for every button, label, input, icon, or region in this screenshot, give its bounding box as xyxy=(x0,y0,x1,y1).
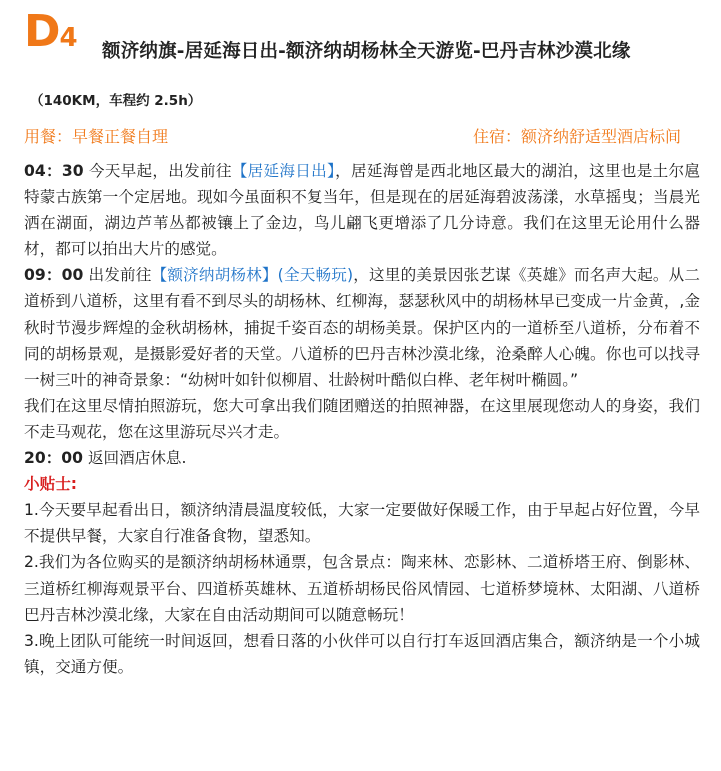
tips-title: 小贴士: xyxy=(24,475,78,494)
day-badge xyxy=(24,6,78,57)
schedule-time: 09：00 xyxy=(24,266,84,285)
schedule-highlight: 【额济纳胡杨林】(全天畅玩) xyxy=(151,266,354,285)
schedule-text: ，这里的美景因张艺谋《英雄》而名声大起。从二道桥到八道桥，这里有看不到尽头的胡杨林、红柳海，瑟瑟秋风中的胡杨林早已变成一片金黄，,金秋时节漫步辉煌的金秋胡杨林，捕捉千姿百态的胡杨美景。保护区内的一道桥至八道桥，分布着不同的胡杨景观，是摄影爱好者的天堂。八道桥的巴丹吉林沙漠北缘，沧桑醉人心魄。你也可以找寻一树三叶的神奇景象：“幼树叶如针似柳眉、壮龄树叶酷似白桦、老年树叶椭圆。” xyxy=(24,266,700,389)
tip-item: 1.今天要早起看出日，额济纳清晨温度较低，大家一定要做好保暖工作，由于早起占好位置，今早不提供早餐，大家自行准备食物，望悉知。 xyxy=(24,501,700,546)
distance-subtitle: （140KM，车程约 2.5h） xyxy=(30,93,202,109)
day-header xyxy=(24,6,714,62)
schedule-lead: 出发前往 xyxy=(83,266,152,285)
schedule-text: ，居延海曾是西北地区最大的湖泊，这里也是土尔扈特蒙古族第一个定居地。现如今虽面积不复当年，但是现在的居延海碧波荡漾，水草摇曳；当晨光洒在湖面，湖边芦苇丛都被镶上了金边，鸟儿翩飞更增添了几分诗意。我们在这里无论用什么器材，都可以拍出大片的感觉。 xyxy=(24,162,701,259)
schedule-item xyxy=(24,158,700,262)
schedule-time: 20：00 xyxy=(24,449,83,468)
tip-item: 2.我们为各位购买的是额济纳胡杨林通票，包含景点：陶来林、恋影林、二道桥塔王府、倒影林、三道桥红柳海观景平台、四道桥英雄林、五道桥胡杨民俗风情园、七道桥梦境林、太阳湖、八道桥巴丹吉林沙漠北缘，大家在自由活动期间可以随意畅玩！ xyxy=(24,553,700,624)
schedule-item xyxy=(24,262,700,392)
itinerary-body xyxy=(24,158,700,680)
day-letter: D xyxy=(24,6,60,57)
schedule-extra: 我们在这里尽情拍照游玩，您大可拿出我们随团赠送的拍照神器，在这里展现您动人的身姿，我们不走马观花，您在这里游玩尽兴才走。 xyxy=(24,396,700,441)
day-number: 4 xyxy=(59,23,78,53)
meal-info: 用餐：早餐正餐自理 xyxy=(24,127,169,146)
schedule-lead: 今天早起，出发前往 xyxy=(83,162,232,180)
day-title: 额济纳旗-居延海日出-额济纳胡杨林全天游览-巴丹吉林沙漠北缘 xyxy=(102,41,631,62)
tip-item: 3.晚上团队可能统一时间返回，想看日落的小伙伴可以自行打车返回酒店集合，额济纳是一个小城镇，交通方便。 xyxy=(24,631,700,676)
schedule-highlight: 【居延海日出】 xyxy=(231,162,336,180)
schedule-lead: 返回酒店休息. xyxy=(83,449,187,468)
schedule-time: 04：30 xyxy=(24,162,84,180)
schedule-item xyxy=(24,445,700,471)
hotel-info: 住宿：额济纳舒适型酒店标间 xyxy=(472,127,681,146)
